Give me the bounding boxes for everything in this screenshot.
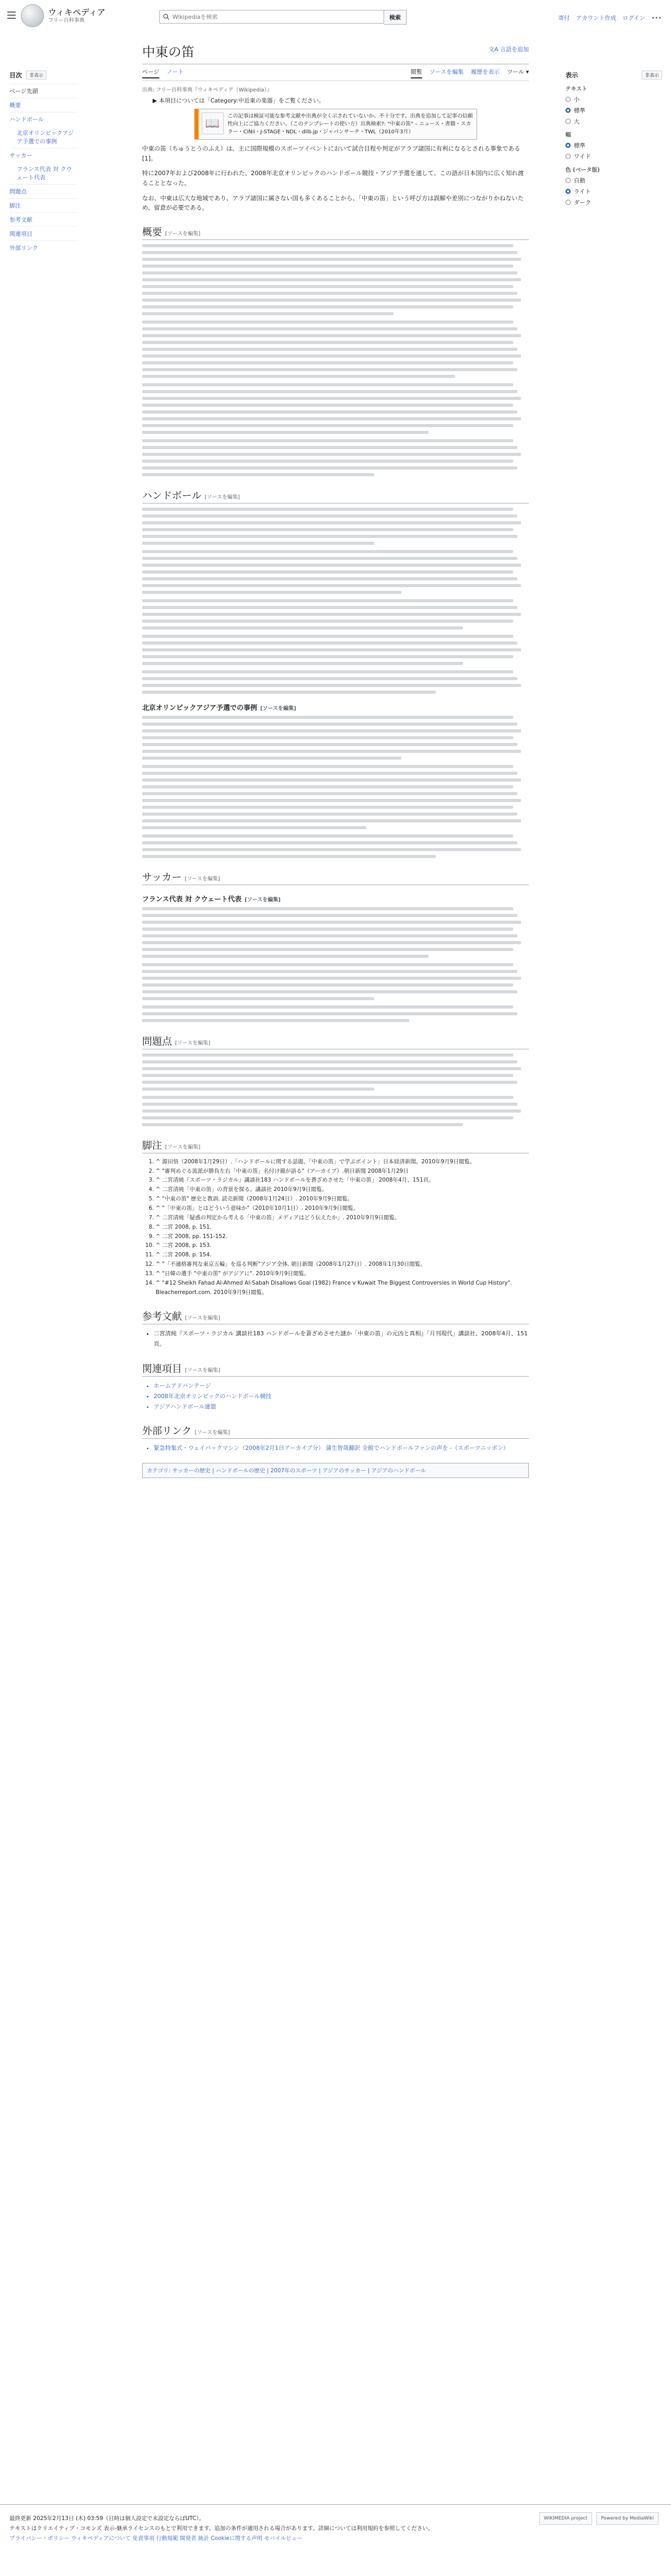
toc-item[interactable] (9, 184, 77, 198)
search-button[interactable]: 検索 (384, 10, 407, 25)
radio-icon (565, 200, 571, 205)
see-item[interactable]: • アジアハンドボール連盟 (154, 1402, 529, 1412)
text-line (142, 963, 513, 966)
text-line (142, 390, 517, 393)
text-line (142, 785, 513, 788)
toc-item[interactable] (9, 84, 77, 98)
text-line (142, 473, 374, 476)
text-line (142, 265, 513, 268)
toc-sidebar (9, 71, 77, 255)
text-line (142, 662, 463, 665)
text-line (142, 606, 517, 609)
edit-section-link[interactable]: [ソースを編集] (165, 1144, 201, 1150)
mediawiki-badge[interactable]: Powered by MediaWiki (596, 2512, 658, 2525)
radio-icon (565, 108, 571, 113)
text-line (142, 635, 513, 638)
text-line (142, 914, 517, 917)
text-line (142, 642, 517, 645)
paragraph-block (142, 1005, 529, 1022)
paragraph-block (142, 716, 529, 760)
radio-icon (565, 189, 571, 194)
text-line (142, 626, 463, 629)
toc-item[interactable] (9, 212, 77, 226)
paragraph-block (142, 244, 529, 315)
text-line (142, 528, 513, 531)
tab-edit-source[interactable]: ソースを編集 (429, 68, 464, 75)
reference-item: 2. ^ "審判めぐる流派が勝負左右「中東の笛」名付け親が語る"（アーカイブ）.朝日新聞 2008年1月29日 (156, 1167, 529, 1176)
text-line (142, 431, 429, 434)
edit-section-link[interactable]: [ソースを編集] (165, 231, 201, 237)
text-size-option[interactable] (565, 117, 662, 125)
text-line (142, 557, 517, 560)
from-source-line: 出典: フリー百科事典『ウィキペディア（Wikipedia）』 (142, 87, 272, 93)
text-line (142, 921, 521, 924)
hatnote-icon: ▶ (153, 97, 159, 104)
lead-paragraph-2: 特に2007年および2008年に行われた、2008年北京オリンピックのハンドボール競技・アジア予選を通して、この語が日本国内に広く知れ渡ることとなった。 (142, 169, 524, 187)
text-line (142, 977, 521, 980)
ext-item[interactable]: • 緊急特集式・ウェイバックマシン（2008年2月1日アーカイブ分） 蒲生智哉翻訳 全館でハンドボールファンの声を -（スポーツニッポン） (154, 1443, 529, 1453)
user-links (558, 14, 662, 22)
reference-item: 9. ^ 二宮 2008, pp. 151-152. (156, 1232, 529, 1242)
text-line (142, 848, 521, 851)
color-label: 色 (ベータ版) (565, 167, 600, 173)
text-line (142, 648, 521, 651)
paragraph-block (142, 383, 529, 434)
text-line (142, 1005, 513, 1009)
tab-page[interactable]: ページ (142, 67, 159, 78)
paragraph-block (142, 508, 529, 545)
paragraph-block (142, 765, 529, 829)
text-line (142, 983, 513, 987)
edit-section-link[interactable]: [ソースを編集] (184, 876, 220, 882)
text-line (142, 285, 513, 288)
text-size-option[interactable] (565, 106, 662, 115)
toc-item[interactable] (9, 198, 77, 212)
text-line (142, 613, 521, 616)
text-line (142, 928, 513, 931)
text-line (142, 1123, 463, 1126)
text-line (142, 655, 513, 658)
bibliography-list (142, 1329, 529, 1349)
text-line (142, 841, 517, 844)
toc-item-label: サッカー (9, 152, 32, 159)
toc-item-label: 脚注 (9, 202, 21, 209)
text-line (142, 508, 513, 511)
search-form (159, 10, 407, 25)
text-line (142, 410, 517, 414)
donate-link[interactable]: 寄付 (558, 15, 570, 21)
paragraph-block (142, 963, 529, 1000)
toc-item[interactable] (9, 98, 77, 112)
hatnote (142, 96, 529, 105)
text-line (142, 354, 521, 358)
tab-read[interactable]: 閲覧 (411, 67, 422, 78)
section-heading-text: フランス代表 対 クウェート代表 (142, 895, 242, 903)
reference-item: 12. ^ "「不適格審判な東京五輪」を巡る判断"アジア全体. 朝日新聞（2008年1月27日）. 2008年1月30日閲覧。 (156, 1260, 529, 1269)
text-size-option-label: 標準 (574, 107, 585, 114)
text-line (142, 1074, 513, 1077)
text-line (142, 1087, 374, 1091)
category-links[interactable]: カテゴリ: サッカーの歴史 | ハンドボールの歴史 | 2007年のスポーツ | アジアのサッカー | アジアのハンドボール (142, 1463, 529, 1478)
text-line (142, 312, 394, 315)
text-line (142, 424, 513, 427)
text-line (142, 1116, 513, 1119)
text-line (142, 990, 517, 993)
text-line (142, 750, 521, 753)
toc-item[interactable] (9, 162, 77, 184)
section-heading (142, 894, 529, 903)
text-line (142, 834, 513, 838)
radio-icon (565, 154, 571, 159)
radio-icon (565, 143, 571, 148)
reference-item: 7. ^ 二宮清純「疑惑の判定から考える「中東の笛」メディアはどう伝えたか」. 2010年9月9日閲覧。 (156, 1213, 529, 1223)
wikipedia-globe-icon (21, 4, 44, 27)
paragraph-block (142, 907, 529, 958)
text-line (142, 765, 513, 768)
reference-item: 4. ^ 二宮清純「中東の笛」の背景を探る。講談社 2010年9月9日閲覧。 (156, 1185, 529, 1195)
text-line (142, 1060, 517, 1063)
edit-section-link[interactable]: [ソースを編集] (245, 897, 281, 903)
appearance-title: 表示 (565, 72, 579, 79)
reference-item: 5. ^ "中東の笛" 歴史と教訓. 読売新聞（2008年1月24日）. 2010年9月9日閲覧。 (156, 1195, 529, 1204)
text-size-option[interactable] (565, 95, 662, 104)
language-button[interactable] (489, 45, 529, 53)
reference-item: 8. ^ 二宮 2008, p. 151. (156, 1223, 529, 1232)
search-input[interactable] (171, 13, 383, 21)
heading-bibliography-text: 参考文献 (142, 1311, 182, 1323)
toc-item-label: 問題点 (9, 188, 27, 195)
text-line (142, 514, 517, 518)
text-line (142, 599, 513, 602)
text-line (142, 564, 521, 567)
text-line (142, 383, 513, 386)
tab-tools[interactable] (507, 67, 529, 78)
create-account-link[interactable]: アカウント作成 (576, 15, 617, 21)
text-line (142, 591, 401, 594)
text-line (142, 1012, 517, 1015)
paragraph-block (142, 670, 529, 694)
text-line (142, 819, 521, 822)
site-header (0, 0, 671, 31)
text-line (142, 244, 513, 247)
toc-item[interactable] (9, 126, 77, 148)
external-links-list (142, 1443, 529, 1453)
text-line (142, 570, 513, 574)
article-sections (142, 224, 529, 1126)
tab-talk[interactable]: ノート (166, 68, 184, 75)
text-line (142, 460, 513, 463)
chevron-down-icon: ▾ (526, 68, 529, 75)
text-line (142, 466, 517, 470)
text-line (142, 348, 517, 351)
toc-item[interactable] (9, 226, 77, 241)
hatnote-text: 本項目については「Category:中近東の楽器」をご覧ください。 (158, 97, 325, 104)
width-option[interactable] (565, 152, 662, 161)
text-line (142, 305, 513, 308)
text-line (142, 535, 517, 538)
text-line (142, 1081, 517, 1084)
text-line (142, 778, 521, 782)
text-line (142, 341, 513, 344)
edit-section-link[interactable]: [ソースを編集] (204, 494, 240, 500)
reference-item: 1. ^ 源田悟（2008年1月29日）.「ハンドボールに関する話題、「中東の笛」で学ぶポイント」日本経済新聞。2010年9月9日閲覧。 (156, 1158, 529, 1167)
radio-icon (565, 119, 571, 124)
see-item[interactable]: • ホームアドバンテージ (154, 1381, 529, 1391)
width-option-label: 標準 (574, 142, 585, 149)
toc-item-label: ハンドボール (9, 116, 44, 123)
footer-links[interactable]: プライバシー・ポリシー ウィキペディアについて 免責事項 行動規範 開発者 統計 Cookieに関する声明 モバイルビュー (9, 2535, 303, 2541)
text-line (142, 327, 517, 330)
section-heading (142, 488, 529, 503)
footer-last-modified: 最終更新 2025年2月13日 (木) 03:59（日時は個人設定で未設定ならばUTC）。 (9, 2515, 205, 2522)
text-line (142, 826, 366, 829)
text-line (142, 684, 521, 687)
section-heading-text: ハンドボール (142, 489, 202, 501)
heading-see-also-text: 関連項目 (142, 1363, 182, 1375)
heading-bibliography (142, 1309, 529, 1324)
more-options-icon[interactable]: ••• (651, 14, 662, 21)
see-item[interactable]: • 2008年北京オリンピックのハンドボール競技 (154, 1391, 529, 1402)
text-line (142, 453, 521, 456)
text-line (142, 812, 517, 816)
section-heading (142, 702, 529, 712)
site-name: ウィキペディア (48, 7, 106, 18)
page-footer (0, 2504, 671, 2544)
references-list (142, 1158, 529, 1298)
text-line (142, 997, 374, 1000)
section-heading-text: サッカー (142, 871, 182, 883)
toc-item-label: 外部リンク (9, 245, 38, 251)
edit-section-link[interactable]: [ソースを編集] (185, 1368, 221, 1373)
text-line (142, 397, 521, 400)
search-field[interactable] (159, 10, 384, 24)
edit-section-link[interactable]: [ソースを編集] (185, 1315, 221, 1322)
paragraph-block (142, 550, 529, 594)
text-line (142, 955, 429, 958)
text-line (142, 1054, 513, 1057)
see-also-list (142, 1381, 529, 1412)
text-line (142, 670, 513, 673)
text-line (142, 258, 521, 261)
text-line (142, 271, 517, 274)
text-line (142, 368, 517, 371)
text-line (142, 691, 436, 694)
reference-item: 6. ^ "「中東の笛」とはどういう意味か"（2010年10月1日）. 2010年9月9日閲覧。 (156, 1204, 529, 1213)
text-line (142, 1019, 409, 1022)
page-tabs (142, 64, 529, 81)
lead-paragraph-3: なお、中東は広大な地域であり、アラブ諸国に属さない国も多くあることから、「中東の笛」という呼び方は誤解や差別につながりかねないため、留意が必要である。 (142, 194, 524, 212)
site-tagline: フリー百科事典 (48, 17, 85, 24)
heading-references (142, 1138, 529, 1153)
section-heading (142, 224, 529, 240)
heading-see-also (142, 1361, 529, 1377)
text-line (142, 542, 374, 545)
text-line (142, 439, 513, 442)
text-line (142, 948, 513, 951)
heading-external-links (142, 1423, 529, 1439)
text-line (142, 404, 513, 407)
search-icon (163, 14, 169, 20)
text-line (142, 1096, 513, 1099)
language-button-label: 言語を追加 (500, 46, 529, 53)
article-main (142, 42, 529, 1478)
bib-item: • 二宮清純『スポーツ・ラジカル 講談社183 ハンドボールを蒼ざめさせた謎か「中東の笛」の元凶と真相』「月刊現代」講談社、2008年4月、151頁。 (154, 1329, 529, 1349)
page-title: 中東の笛 (142, 44, 195, 60)
toc-item-label: 関連項目 (9, 231, 32, 237)
text-line (142, 620, 513, 623)
text-line (142, 799, 521, 802)
text-line (142, 941, 521, 944)
toc-item[interactable] (9, 241, 77, 255)
text-line (142, 446, 517, 449)
text-line (142, 970, 517, 973)
footer-license: テキストはクリエイティブ・コモンズ 表示-継承ライセンスのもとで利用できます。追加の条件が適用される場合があります。詳細については利用規約を参照してください。 (9, 2525, 434, 2532)
color-option-label: 自動 (574, 177, 585, 184)
toc-hide-button[interactable]: 非表示 (26, 71, 47, 79)
text-line (142, 716, 513, 719)
text-line (142, 729, 521, 732)
paragraph-block (142, 439, 529, 476)
text-size-option-label: 大 (574, 118, 580, 125)
toc-item-label: ページ先頭 (9, 88, 38, 95)
text-line (142, 299, 521, 302)
text-line (142, 251, 517, 254)
width-option-label: ワイド (574, 153, 591, 160)
width-label: 幅 (565, 132, 571, 138)
text-line (142, 806, 513, 809)
text-line (142, 375, 455, 378)
lead-paragraph-1: 中東の笛（ちゅうとうのふえ）は、主に国際規模のスポーツイベントにおいて試合目程や判定がアラブ諸国に有利になるとされる事象である[1]。 (142, 145, 520, 162)
text-line (142, 417, 521, 420)
paragraph-block (142, 1096, 529, 1126)
text-line (142, 757, 401, 760)
translate-icon: 文A (488, 46, 500, 53)
section-heading (142, 1034, 529, 1049)
radio-icon (565, 97, 571, 102)
text-line (142, 584, 521, 587)
text-line (142, 550, 513, 553)
text-line (142, 736, 513, 739)
toc-item[interactable] (9, 148, 77, 162)
color-option-label: ダーク (574, 199, 591, 206)
toc-title: 目次 (9, 72, 22, 79)
color-options (565, 176, 662, 207)
reference-item: 14. ^ "#12 Sheikh Fahad Al-Ahmed Al-Sabah Disallows Goal (1982) France v Kuwait The Biggest Controversies in World Cup History". Bleacherreport.com. 2010年9月9日閲覧。 (156, 1279, 529, 1298)
paragraph-block (142, 1054, 529, 1091)
maintenance-notice-text: この記事は検証可能な参考文献や出典が全く示されていないか、不十分です。出典を追加して記事の信頼性向上にご協力ください。（このテンプレートの使い方）出典検索?: "中東の笛" – ニュース・書籍・スカラー・CiNii・J-STAGE・NDL・dlib.jp・ジャパンサーチ・TWL（2010年3月） (227, 113, 473, 135)
edit-section-link[interactable]: [ソースを編集] (175, 1040, 211, 1046)
text-line (142, 334, 521, 337)
text-line (142, 772, 517, 775)
text-line (142, 278, 521, 281)
reference-item: 11. ^ 二宮 2008, p. 154. (156, 1251, 529, 1260)
paragraph-block (142, 599, 529, 629)
paragraph-block (142, 834, 529, 858)
edit-section-link[interactable]: [ソースを編集] (194, 1430, 230, 1436)
text-line (142, 1109, 521, 1113)
text-size-option-label: 小 (574, 96, 580, 103)
wikimedia-badge[interactable]: WIKIMEDIA project (539, 2512, 592, 2525)
text-line (142, 743, 517, 746)
section-heading-text: 概要 (142, 226, 163, 238)
main-menu-icon[interactable] (7, 12, 16, 19)
text-line (142, 577, 517, 580)
tools-label: ツール (507, 68, 524, 75)
section-heading-text: 問題点 (142, 1035, 172, 1047)
tab-history[interactable]: 履歴を表示 (471, 68, 500, 75)
toc-item-label: 北京オリンピックアジア予選での事例 (17, 130, 74, 145)
text-line (142, 292, 517, 295)
color-option[interactable] (565, 187, 662, 196)
maintenance-notice (194, 109, 477, 140)
text-line (142, 934, 517, 937)
edit-section-link[interactable]: [ソースを編集] (260, 705, 296, 712)
width-option[interactable] (565, 141, 662, 150)
toc-item-label: 参考文献 (9, 216, 32, 223)
text-line (142, 361, 513, 364)
text-line (142, 677, 517, 680)
toc-item-label: フランス代表 対 クウェート代表 (17, 166, 72, 181)
text-line (142, 907, 513, 910)
appearance-panel (565, 71, 662, 209)
width-options (565, 141, 662, 161)
text-line (142, 320, 513, 324)
heading-references-text: 脚注 (142, 1139, 163, 1151)
color-option[interactable] (565, 176, 662, 185)
text-size-options (565, 95, 662, 125)
reference-item: 10. ^ 二宮 2008, p. 153. (156, 1241, 529, 1251)
appearance-hide-button[interactable]: 非表示 (642, 71, 662, 79)
login-link[interactable]: ログイン (622, 15, 645, 21)
heading-external-links-text: 外部リンク (142, 1425, 192, 1437)
section-heading-text: 北京オリンピックアジア予選での事例 (142, 704, 257, 712)
reference-item: 13. ^ "日韓の選手 "中東の笛" がアジアに". 2010年9月9日閲覧。 (156, 1269, 529, 1279)
text-size-label: テキスト (565, 86, 587, 92)
text-line (142, 1067, 521, 1070)
radio-icon (565, 178, 571, 183)
color-option[interactable] (565, 198, 662, 207)
text-line (142, 855, 436, 858)
toc-item[interactable] (9, 112, 77, 126)
toc-list (9, 84, 77, 255)
toc-item-label: 概要 (9, 102, 21, 109)
text-line (142, 723, 517, 726)
section-heading (142, 869, 529, 885)
book-icon: 📖 (202, 112, 224, 134)
text-line (142, 792, 517, 795)
reference-item: 3. ^ 二宮清純『スポーツ・ラジカル』講談社183 ハンドボールを蒼ざめさせた「中東の笛」 2008年4月、151頁。 (156, 1176, 529, 1185)
text-line (142, 1103, 517, 1106)
text-line (142, 521, 521, 524)
color-option-label: ライト (574, 188, 591, 195)
paragraph-block (142, 320, 529, 378)
paragraph-block (142, 635, 529, 665)
site-logo[interactable] (21, 4, 106, 27)
